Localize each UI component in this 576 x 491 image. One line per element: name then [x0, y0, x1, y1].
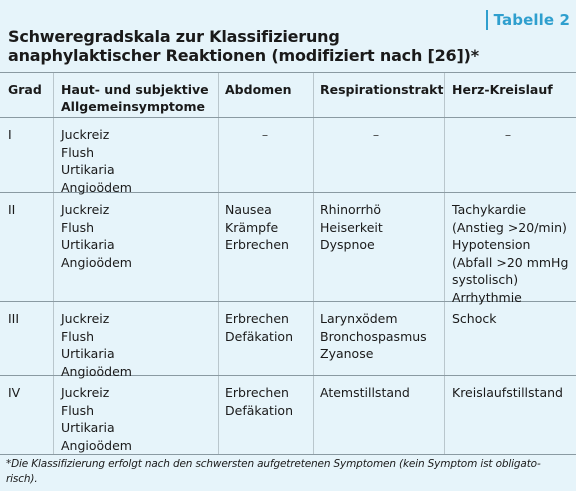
cell-line: Juckreiz [61, 311, 110, 326]
herz-kreislauf-cell [452, 384, 574, 402]
cell-line: Juckreiz [61, 202, 110, 217]
cell-line: Bronchospasmus [320, 328, 427, 344]
cell-line: Zyanose [320, 346, 374, 361]
respirationstrakt-cell [320, 310, 440, 363]
cell-line: Kreislaufstillstand [452, 385, 563, 400]
cell-line: Angioödem [61, 437, 132, 453]
cell-line: Dyspnoe [320, 237, 375, 252]
cell-line: Juckreiz [61, 127, 110, 142]
haut-cell [61, 201, 211, 271]
cell-line: Angioödem [61, 363, 132, 379]
haut-cell [61, 384, 211, 454]
grad-cell: III [8, 311, 20, 326]
cell-line: (Abfall >20 mmHg [452, 254, 569, 270]
header-respirationstrakt: Respirationstrakt [320, 82, 444, 97]
abdomen-cell [225, 310, 310, 345]
herz-kreislauf-cell [452, 201, 574, 306]
table-row-grad-1 [0, 118, 576, 193]
cell-line: Heiserkeit [320, 219, 383, 235]
cell-line: Urtikaria [61, 237, 115, 252]
cell-line: Flush [61, 402, 95, 418]
cell-line: systolisch) [452, 272, 519, 287]
cell-line: Tachykardie [452, 202, 527, 217]
cell-line: Urtikaria [61, 346, 115, 361]
respirationstrakt-cell [320, 126, 440, 144]
table-row-grad-2 [0, 193, 576, 305]
empty-dash: – [504, 127, 512, 142]
grad-cell: I [8, 127, 12, 142]
cell-line: Angioödem [61, 254, 132, 270]
cell-line: Larynxödem [320, 311, 398, 326]
header-herz-kreislauf: Herz-Kreislauf [452, 82, 553, 97]
table-footnote: *Die Klassifizierung erfolgt nach den schwersten aufgetretenen Symptomen (kein Symptom ist obligato-risch). [6, 458, 541, 485]
severity-table [0, 72, 576, 455]
empty-dash: – [372, 127, 380, 142]
cell-line: Rhinorrhö [320, 202, 382, 217]
table-row-grad-4 [0, 376, 576, 455]
header-haut [61, 81, 211, 115]
cell-line: Hypotension [452, 237, 531, 252]
grad-cell: II [8, 202, 16, 217]
haut-cell [61, 126, 211, 196]
cell-line: Erbrechen [225, 237, 289, 252]
header-grad: Grad [8, 82, 42, 97]
cell-line: Arrhythmie [452, 289, 522, 305]
cell-line: Nausea [225, 202, 272, 217]
cell-line: Flush [61, 328, 95, 344]
cell-line: Angioödem [61, 179, 132, 195]
herz-kreislauf-cell [452, 310, 574, 328]
cell-line: Flush [61, 144, 95, 160]
cell-line: Urtikaria [61, 162, 115, 177]
abdomen-cell [225, 384, 310, 419]
header-abdomen: Abdomen [225, 82, 292, 97]
cell-line: (Anstieg >20/min) [452, 219, 567, 235]
abdomen-cell [225, 201, 310, 254]
table-number-badge: Tabelle 2 [486, 10, 570, 30]
cell-line: Schock [452, 311, 497, 326]
table-title: Schweregradskala zur Klassifizierung anaphylaktischer Reaktionen (modifiziert nach [26])* [8, 27, 479, 65]
cell-line: Urtikaria [61, 420, 115, 435]
respirationstrakt-cell [320, 201, 440, 254]
cell-line: Erbrechen [225, 385, 289, 400]
header-haut-line-2: Allgemeinsymptome [61, 99, 205, 114]
cell-line: Defäkation [225, 328, 293, 344]
abdomen-cell [225, 126, 310, 144]
cell-line: Atemstillstand [320, 385, 410, 400]
empty-dash: – [261, 127, 269, 142]
table-header-row [0, 73, 576, 118]
cell-line: Flush [61, 219, 95, 235]
haut-cell [61, 310, 211, 380]
header-haut-line-1: Haut- und subjektive [61, 82, 209, 97]
cell-line: Erbrechen [225, 311, 289, 326]
respirationstrakt-cell [320, 384, 440, 402]
cell-line: Juckreiz [61, 385, 110, 400]
herz-kreislauf-cell [452, 126, 574, 144]
cell-line: Krämpfe [225, 219, 279, 235]
table-row-grad-3 [0, 302, 576, 379]
grad-cell: IV [8, 385, 21, 400]
cell-line: Defäkation [225, 402, 293, 418]
